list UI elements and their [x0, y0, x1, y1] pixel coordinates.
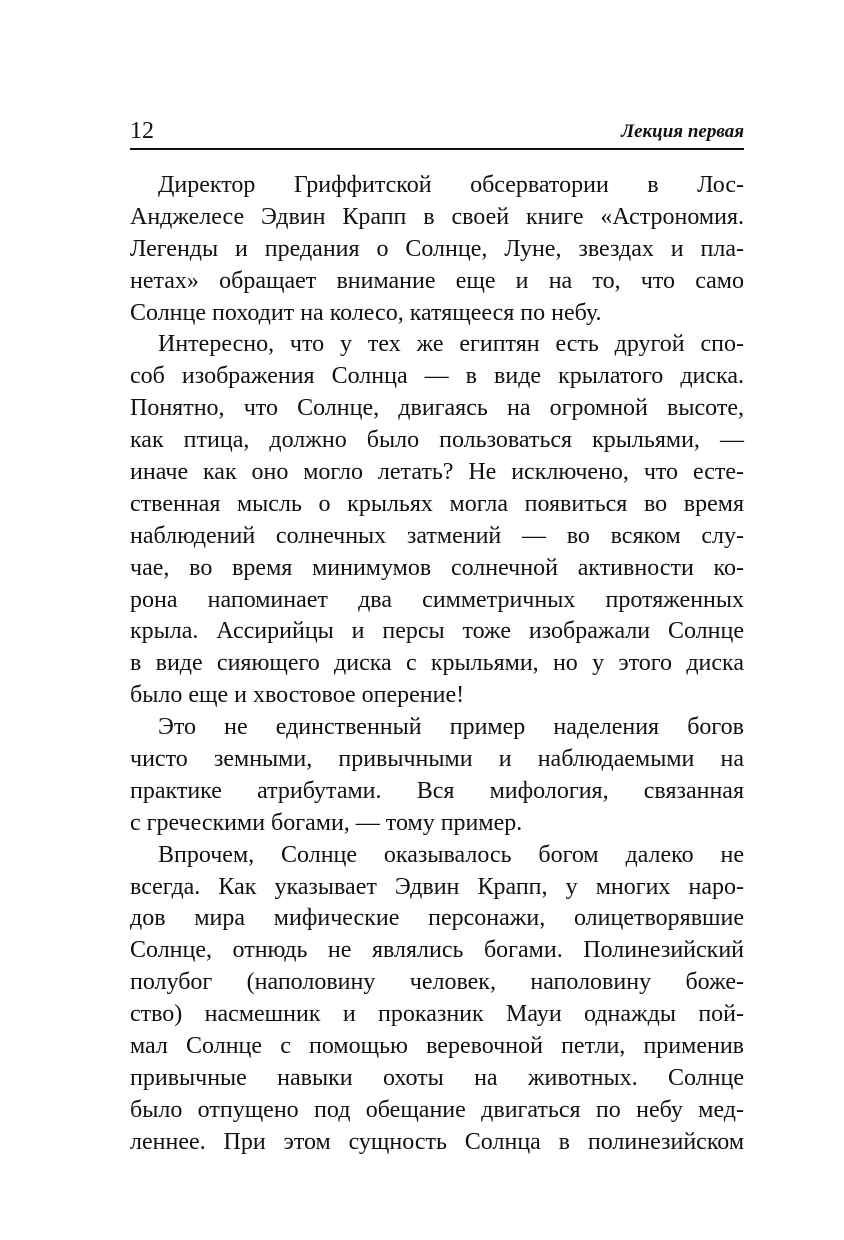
text-line: было отпущено под обещание двигаться по небу мед-	[130, 1096, 744, 1123]
text-line: как птица, должно было пользоваться крыльями, —	[130, 427, 744, 454]
chapter-title: Лекция первая	[621, 121, 744, 142]
text-line: дов мира мифические персонажи, олицетворявшие	[130, 905, 744, 932]
text-line: в виде сияющего диска с крыльями, но у этого диска	[130, 650, 744, 677]
text-line: привычные навыки охоты на животных. Солнце	[130, 1064, 744, 1091]
text-line: Директор Гриффитской обсерватории в Лос-	[158, 172, 744, 198]
text-line: ство) насмешник и проказник Мауи однажды пой-	[130, 1001, 744, 1028]
text-line: с греческими богами, — тому пример.	[130, 809, 523, 836]
body-text	[130, 170, 744, 1159]
text-line: было еще и хвостовое оперение!	[130, 682, 465, 709]
text-line: ственная мысль о крыльях могла появиться во время	[130, 490, 744, 517]
text-line: наблюдений солнечных затмений — во всяком слу-	[130, 522, 744, 549]
text-line: Солнце, отнюдь не являлись богами. Полинезийский	[130, 937, 744, 964]
text-line: крыла. Ассирийцы и персы тоже изображали Солнце	[130, 618, 744, 645]
text-line: соб изображения Солнца — в виде крылатого диска.	[130, 363, 744, 390]
text-line: Интересно, что у тех же египтян есть другой спо-	[158, 331, 744, 358]
text-line: Анджелесе Эдвин Крапп в своей книге «Астрономия.	[130, 203, 744, 230]
page-number: 12	[130, 118, 154, 144]
text-line: Это не единственный пример наделения богов	[158, 714, 744, 741]
text-line: Впрочем, Солнце оказывалось богом далеко не	[158, 841, 744, 868]
text-line: мал Солнце с помощью веревочной петли, применив	[130, 1033, 744, 1060]
text-line: иначе как оно могло летать? Не исключено, что есте-	[130, 459, 744, 486]
text-line: полубог (наполовину человек, наполовину боже-	[130, 969, 744, 996]
text-line: Солнце походит на колесо, катящееся по небу.	[130, 299, 602, 326]
text-line: всегда. Как указывает Эдвин Крапп, у многих наро-	[130, 873, 744, 900]
text-line: Легенды и предания о Солнце, Луне, звездах и пла-	[130, 235, 744, 262]
text-line: нетах» обращает внимание еще и на то, что само	[130, 267, 744, 294]
text-line: чисто земными, привычными и наблюдаемыми на	[130, 746, 744, 773]
text-line: практике атрибутами. Вся мифология, связанная	[130, 777, 744, 804]
text-line: Понятно, что Солнце, двигаясь на огромной высоте,	[130, 395, 744, 422]
text-line: чае, во время минимумов солнечной активности ко-	[130, 554, 744, 581]
text-line: рона напоминает два симметричных протяженных	[130, 586, 744, 613]
text-line: леннее. При этом сущность Солнца в полинезийском	[130, 1128, 744, 1155]
running-head	[130, 118, 744, 150]
